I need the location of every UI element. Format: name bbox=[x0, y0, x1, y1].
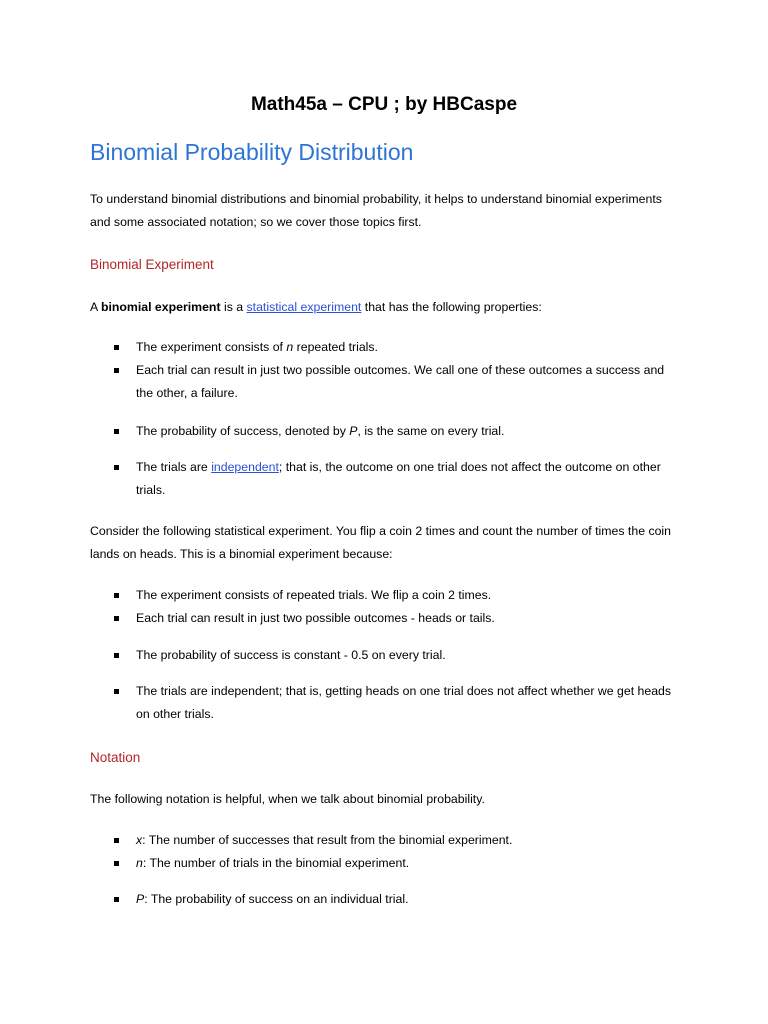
list-item bbox=[114, 420, 676, 443]
text-fragment: : The number of trials in the binomial experiment. bbox=[142, 856, 410, 870]
bullet-icon bbox=[114, 593, 119, 598]
text-fragment: : The probability of success on an individual trial. bbox=[144, 892, 409, 906]
statistical-experiment-link[interactable]: statistical experiment bbox=[246, 300, 362, 314]
notation-intro-paragraph: The following notation is helpful, when we talk about binomial probability. bbox=[90, 792, 485, 806]
text-fragment: The trials are bbox=[136, 460, 212, 474]
list-item-text bbox=[136, 852, 676, 875]
list-item bbox=[114, 607, 676, 630]
list-item-text bbox=[136, 336, 676, 359]
text-fragment: repeated trials. bbox=[293, 340, 378, 354]
bullet-icon bbox=[114, 897, 119, 902]
list-item-text: The probability of success is constant - 0.5 on every trial. bbox=[136, 648, 446, 662]
list-item-text bbox=[136, 888, 676, 911]
bullet-icon bbox=[114, 689, 119, 694]
bullet-icon bbox=[114, 368, 119, 373]
list-item bbox=[114, 829, 676, 852]
variable-n: n bbox=[286, 340, 294, 354]
variable-p: P bbox=[136, 892, 145, 906]
text-fragment: , is the same on every trial. bbox=[357, 424, 505, 438]
list-item bbox=[114, 336, 676, 359]
list-item bbox=[114, 644, 676, 667]
variable-p: P bbox=[349, 424, 358, 438]
section-heading-binomial-distribution: Binomial Probability Distribution bbox=[90, 139, 414, 165]
independent-link[interactable]: independent bbox=[211, 460, 279, 474]
list-item bbox=[114, 680, 676, 726]
list-item bbox=[114, 359, 676, 405]
text-fragment: The experiment consists of bbox=[136, 340, 287, 354]
list-item-text bbox=[136, 456, 676, 502]
bullet-icon bbox=[114, 429, 119, 434]
list-item-text bbox=[136, 420, 676, 443]
binomial-experiment-definition bbox=[90, 296, 680, 319]
coin-example-paragraph: Consider the following statistical experiment. You flip a coin 2 times and count the number of times the coin lands on heads. This is a binomial experiment because: bbox=[90, 524, 672, 561]
list-item bbox=[114, 584, 676, 607]
list-item bbox=[114, 852, 676, 875]
text-fragment: : The number of successes that result from the binomial experiment. bbox=[142, 833, 513, 847]
list-item-text bbox=[136, 829, 676, 852]
variable-n: n bbox=[136, 856, 143, 870]
definition-prefix: A bbox=[90, 300, 101, 314]
bullet-icon bbox=[114, 616, 119, 621]
bullet-icon bbox=[114, 653, 119, 658]
bullet-icon bbox=[114, 838, 119, 843]
intro-paragraph: To understand binomial distributions and binomial probability, it helps to understand binomial experiments and some associated notation; so we cover those topics first. bbox=[90, 192, 662, 229]
text-fragment: The probability of success, denoted by bbox=[136, 424, 350, 438]
subheading-binomial-experiment: Binomial Experiment bbox=[90, 257, 214, 272]
list-item-text: The experiment consists of repeated trials. We flip a coin 2 times. bbox=[136, 588, 492, 602]
term-binomial-experiment: binomial experiment bbox=[100, 300, 221, 314]
variable-x: x bbox=[136, 833, 143, 847]
list-item bbox=[114, 456, 676, 502]
list-item-text: Each trial can result in just two possible outcomes. We call one of these outcomes a success and the other, a failure. bbox=[136, 363, 665, 400]
bullet-icon bbox=[114, 345, 119, 350]
list-item bbox=[114, 888, 676, 911]
text-fragment: ; that is, the outcome on one trial does not affect the outcome on other trials. bbox=[136, 460, 661, 497]
subheading-notation: Notation bbox=[90, 750, 141, 765]
definition-suffix: that has the following properties: bbox=[361, 300, 542, 314]
bullet-icon bbox=[114, 465, 119, 470]
document-title: Math45a – CPU ; by HBCaspe bbox=[250, 94, 518, 115]
list-item-text: Each trial can result in just two possible outcomes - heads or tails. bbox=[136, 611, 495, 625]
list-item-text: The trials are independent; that is, getting heads on one trial does not affect whether we get heads on other trials. bbox=[136, 684, 672, 721]
definition-middle: is a bbox=[220, 300, 247, 314]
bullet-icon bbox=[114, 861, 119, 866]
